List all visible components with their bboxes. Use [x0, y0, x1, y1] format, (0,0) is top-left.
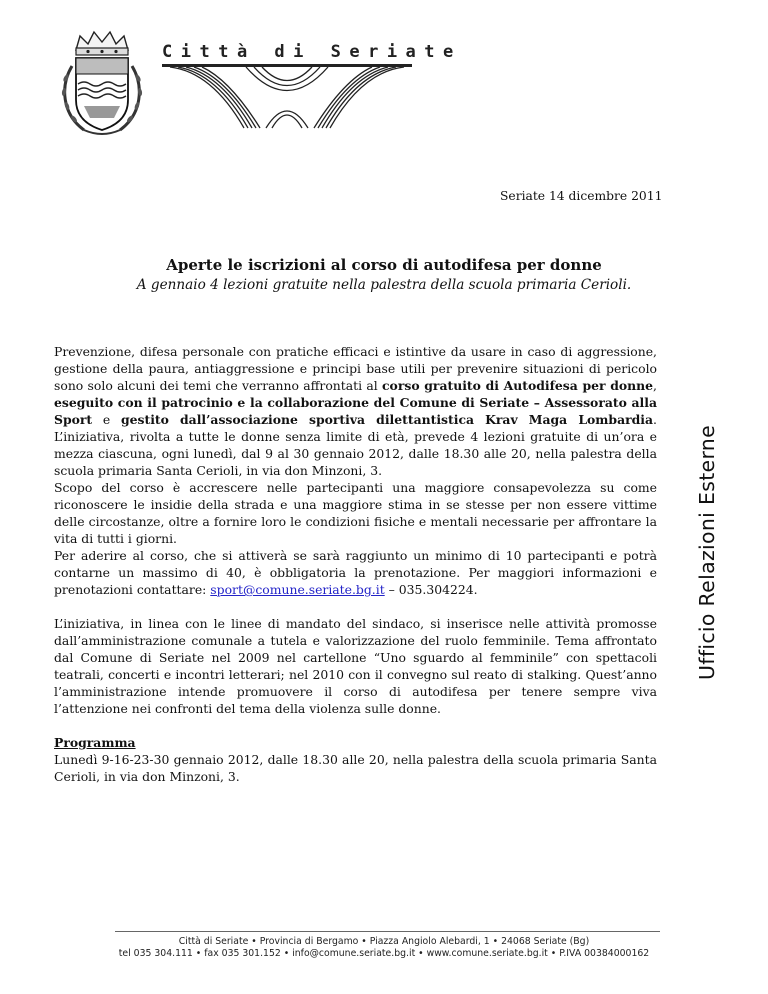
- letterhead: [54, 26, 462, 136]
- intro-text: . L’iniziativa, rivolta a tutte le donne senza limite di età, prevede 4 lezioni gratuite di un’ora e mezza ciascuna, ogni lunedì, dal 9 al 30 gennaio 2012, dalle 18.30 alle 20, nella palestra della scuola primaria Santa Cerioli, in via don Minzoni, 3.: [54, 412, 657, 478]
- footer: [0, 936, 768, 960]
- footer-address: Città di Seriate • Provincia di Bergamo • Piazza Angiolo Alebardi, 1 • 24068 Seriate (Bg): [178, 936, 590, 947]
- paragraph-intro: [54, 343, 657, 479]
- page-subtitle: A gennaio 4 lezioni gratuite nella palestra della scuola primaria Cerioli.: [136, 277, 632, 293]
- footer-contacts: tel 035 304.111 • fax 035 301.152 • info@comune.seriate.bg.it • www.comune.seriate.bg.it • P.IVA 00384000162: [118, 948, 650, 959]
- bridge-arches-icon: [162, 64, 412, 130]
- enrollment-text: Per aderire al corso, che si attiverà se sarà raggiunto un minimo di 10 partecipanti e potrà contarne un massimo di 40, è obbligatoria la prenotazione. Per maggiori informazioni e prenotazioni contattare:: [54, 548, 657, 597]
- page-title: Aperte le iscrizioni al corso di autodifesa per donne: [166, 256, 602, 274]
- intro-bold-association: gestito dall’associazione sportiva dilettantistica Krav Maga Lombardia: [120, 412, 654, 427]
- intro-text: Prevenzione, difesa personale con pratiche efficaci e istintive da usare in caso di aggressione, gestione della paura, antiaggressione e principi base utili per prevenire situazioni di pericolo sono solo alcuni dei temi che verranno affrontati al: [54, 344, 657, 393]
- brand-name: Città di Seriate: [162, 42, 462, 62]
- coat-of-arms-icon: [54, 26, 150, 142]
- article-body: [54, 343, 657, 785]
- program-text: Lunedì 9-16-23-30 gennaio 2012, dalle 18.30 alle 20, nella palestra della scuola primaria Santa Cerioli, in via don Minzoni, 3.: [54, 752, 657, 784]
- paragraph-enrollment: [54, 547, 657, 598]
- brand-block: [162, 42, 462, 130]
- program-heading: Programma: [54, 735, 136, 750]
- intro-bold-patronage: eseguito con il patrocinio e la collaborazione del Comune di Seriate – Assessorato alla Sport: [54, 395, 657, 427]
- intro-text: e: [92, 412, 121, 427]
- intro-bold-course: corso gratuito di Autodifesa per donne: [382, 378, 654, 393]
- enrollment-phone: – 035.304224.: [384, 582, 478, 597]
- document-date: Seriate 14 dicembre 2011: [500, 189, 663, 203]
- email-link[interactable]: sport@comune.seriate.bg.it: [210, 582, 385, 597]
- paragraph-purpose: Scopo del corso è accrescere nelle partecipanti una maggiore consapevolezza su come riconoscere le insidie della strada e una maggiore stima in se stesse per non essere vittime delle circostanze, oltre a fornire loro le condizioni fisiche e mentali necessarie per affrontare la vita di tutti i giorni.: [54, 480, 657, 546]
- office-side-label: Ufficio Relazioni Esterne: [695, 424, 719, 680]
- footer-divider: [115, 931, 660, 932]
- paragraph-context: L’iniziativa, in linea con le linee di mandato del sindaco, si inserisce nelle attività promosse dall’amministrazione comunale a tutela e valorizzazione del ruolo femminile. Tema affrontato dal Comune di Seriate nel 2009 nel cartellone “Uno sguardo al femminile” con spettacoli teatrali, concerti e incontri letterari; nel 2010 con il convegno sul reato di stalking. Quest’anno l’amministrazione intende promuovere il corso di autodifesa per tenere sempre viva l’attenzione nei confronti del tema della violenza sulle donne.: [54, 616, 657, 716]
- intro-text: ,: [653, 378, 657, 393]
